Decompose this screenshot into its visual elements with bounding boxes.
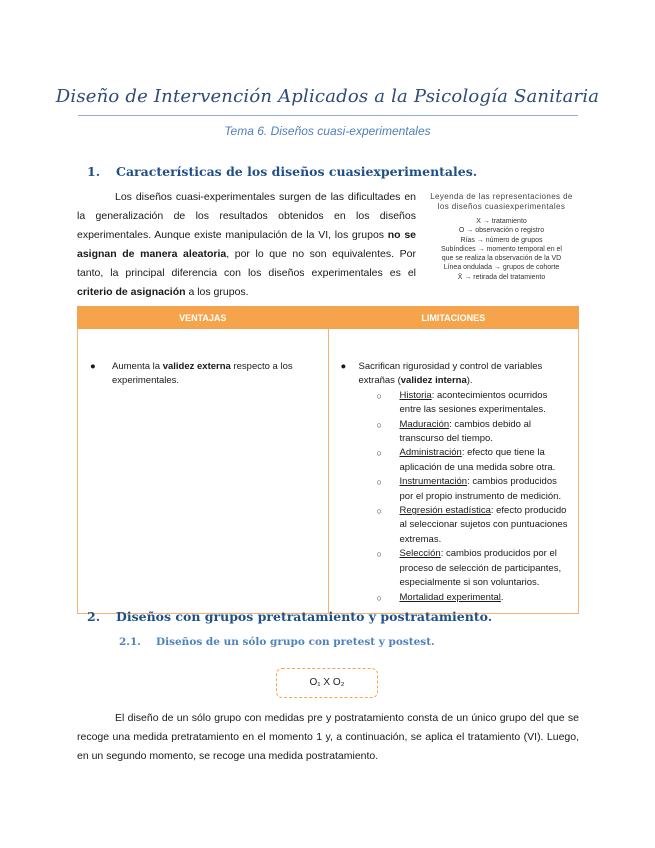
- section-2-1-number: 2.1.: [119, 636, 141, 648]
- threat-term: Historia: [399, 389, 432, 401]
- section-2-1-heading: [119, 636, 579, 648]
- design-formula: O₁ X O₂: [276, 668, 378, 698]
- paragraph-bold-text: criterio de asignación: [77, 286, 186, 298]
- circle-bullet-icon: ○: [376, 419, 382, 430]
- legend-item: X → tratamiento: [476, 218, 527, 225]
- bullet-icon: ●: [340, 361, 347, 372]
- title-divider: [78, 115, 578, 116]
- document-subtitle: Tema 6. Diseños cuasi-experimentales: [224, 124, 431, 138]
- legend-item: Rías → número de grupos: [460, 236, 543, 244]
- section-2-number: 2.: [87, 609, 101, 624]
- list-item: [377, 504, 571, 547]
- paragraph-text: a los grupos.: [185, 286, 249, 298]
- threat-desc: : acontecimientos ocurridos entre las sesiones experimentales.: [399, 389, 548, 416]
- paragraph-bold-text: no se asignan de manera aleatoria: [77, 229, 416, 260]
- document-title: Diseño de Intervención Aplicados a la Psicología Sanitaria: [55, 86, 600, 107]
- list-item: [377, 389, 571, 418]
- ventajas-limitaciones-table: [77, 306, 579, 614]
- threats-list: [359, 389, 571, 605]
- legend-title-line: Leyenda de las representaciones de: [430, 192, 573, 201]
- threat-desc: .: [500, 591, 504, 603]
- legend-box: [424, 192, 579, 282]
- ventaja-text: Aumenta la: [112, 361, 163, 372]
- threat-desc: : cambios debido al transcurso del tiempo.: [399, 418, 531, 445]
- section-2-title: Diseños con grupos pretratamiento y postratamiento.: [116, 609, 493, 624]
- header-limitaciones: LIMITACIONES: [328, 307, 579, 329]
- section-1-heading: [87, 164, 587, 180]
- section-2-paragraph: El diseño de un sólo grupo con medidas pre y postratamiento consta de un único grupo del que se recoge una medida pretratamiento en el momento 1 y, a continuación, se aplica el tratamiento (VI). Luego, en un segundo momento, se recoge una medida postratamiento.: [77, 712, 579, 762]
- threat-desc: : cambios producidos por el proceso de selección de participantes, especialmente si son voluntarios.: [399, 548, 562, 589]
- circle-bullet-icon: ○: [376, 592, 382, 603]
- list-item: [377, 418, 571, 447]
- circle-bullet-icon: ○: [376, 506, 382, 517]
- limitacion-text: ).: [466, 375, 473, 387]
- section-1-title: Características de los diseños cuasiexperimentales.: [116, 164, 478, 179]
- limitaciones-cell: [328, 329, 579, 614]
- threat-term: Administración: [399, 447, 462, 459]
- paragraph-text: Los diseños cuasi-experimentales surgen de las dificultades en la generalización de los resultados obtenidos en los diseños experimentales. Aunque existe manipulación de la VI, los grupos: [77, 191, 416, 241]
- section-2-heading: [87, 609, 587, 625]
- header-ventajas: VENTAJAS: [78, 307, 329, 329]
- limitacion-text: Sacrifican rigurosidad y control de variables extrañas (: [358, 361, 543, 387]
- threat-desc: : efecto producido al seleccionar sujetos con puntuaciones extremas.: [399, 505, 568, 545]
- section-1-number: 1.: [87, 164, 101, 179]
- circle-bullet-icon: ○: [376, 448, 382, 459]
- ventajas-cell: [78, 329, 329, 614]
- threat-desc: : efecto que tiene la aplicación de una medida sobre otra.: [399, 447, 556, 473]
- section-2-1-title: Diseños de un sólo grupo con pretest y postest.: [156, 636, 435, 648]
- legend-title: [424, 192, 579, 212]
- circle-bullet-icon: ○: [376, 477, 382, 488]
- threat-term: Instrumentación: [399, 476, 468, 488]
- legend-title-line: los diseños cuasiexperimentales: [437, 202, 566, 211]
- ventaja-text: respecto a los experimentales.: [112, 361, 293, 387]
- legend-item: X̄ → retirada del tratamiento: [457, 273, 546, 281]
- list-item: [377, 591, 571, 605]
- legend-item: que se realiza la observación de la VD: [441, 255, 562, 263]
- circle-bullet-icon: ○: [376, 549, 382, 560]
- threat-term: Maduración: [399, 418, 450, 430]
- list-item: [377, 547, 571, 590]
- ventaja-bold: validez externa: [162, 361, 231, 372]
- legend-item: Línea ondulada → grupos de cohorte: [443, 264, 560, 272]
- limitacion-bold: validez interna: [400, 375, 467, 387]
- paragraph-text: , por lo que no son equivalentes. Por tanto, la principal diferencia con los diseños experimentales es el: [77, 248, 416, 279]
- legend-item: Subíndices → momento temporal en el: [440, 245, 562, 253]
- legend-item: O → observación o registro: [458, 227, 545, 235]
- threat-term: Selección: [399, 548, 441, 560]
- threat-desc: : cambios producidos por el propio instrumento de medición.: [399, 476, 562, 502]
- circle-bullet-icon: ○: [376, 390, 382, 401]
- threat-term: Regresión estadística: [399, 505, 491, 517]
- bullet-icon: ●: [90, 361, 96, 372]
- list-item: [377, 446, 571, 475]
- list-item: [377, 475, 571, 504]
- section-1-paragraph: [77, 188, 416, 302]
- threat-term: Mortalidad experimental: [399, 591, 501, 603]
